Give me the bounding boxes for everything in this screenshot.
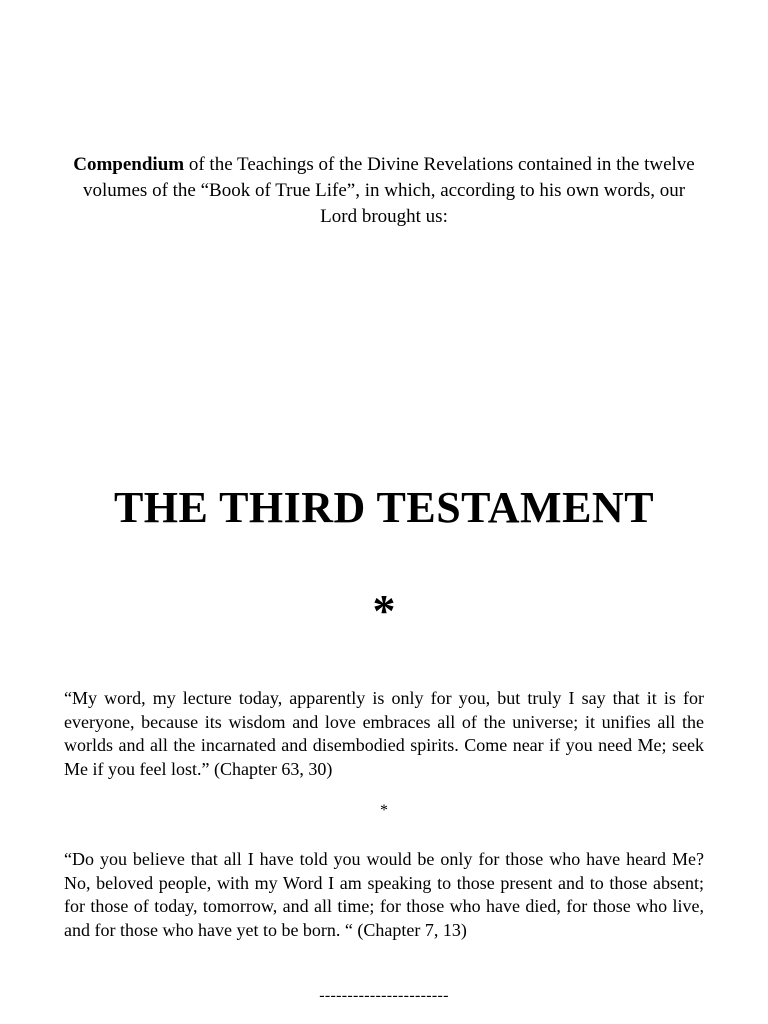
quote-paragraph-1: “My word, my lecture today, apparently is only for you, but truly I say that it is for everyone, because its wisdom and love embraces all of the universe; it unifies all the worlds and all the incarnated and disembodied spirits. Come near if you need Me; seek Me if you feel lost.” (Chapter 63, 30): [64, 688, 704, 779]
dashed-divider: -----------------------: [319, 987, 449, 1004]
compendium-intro: [70, 152, 698, 230]
compendium-intro-text: of the Teachings of the Divine Revelations contained in the twelve volumes of the “Book of True Life”, in which, according to his own words, our Lord brought us:: [82, 154, 695, 227]
large-asterisk-separator: *: [372, 585, 396, 636]
page-title: THE THIRD TESTAMENT: [113, 483, 655, 532]
compendium-bold-word: Compendium: [73, 154, 185, 175]
quote-paragraph-2: “Do you believe that all I have told you would be only for those who have heard Me? No, beloved people, with my Word I am speaking to those present and to those absent; for those of today, tomorrow, and all time; for those who have died, for those who live, and for those who have yet to be born. “ (Chapter 7, 13): [64, 849, 704, 940]
small-asterisk-separator: *: [380, 802, 388, 819]
